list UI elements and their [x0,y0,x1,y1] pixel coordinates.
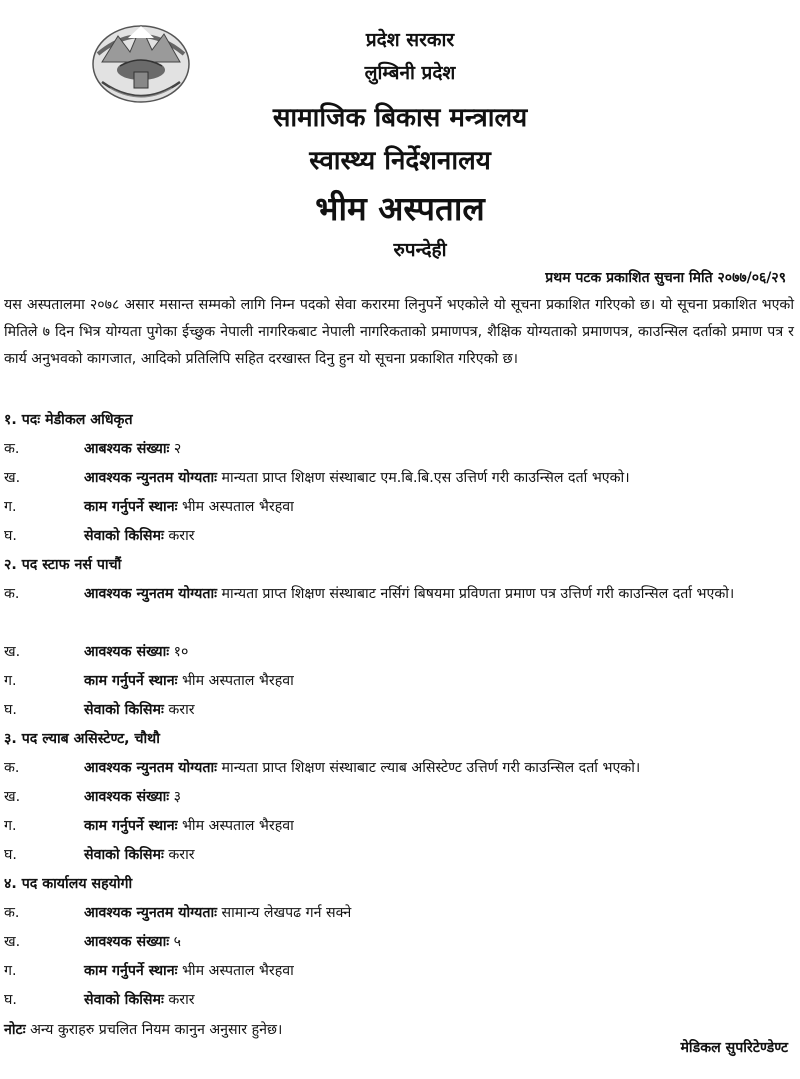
item-label: आबश्यक संख्याः [84,441,170,457]
item-label: काम गर्नुपर्ने स्थानः [84,818,178,834]
item-label: सेवाको किसिमः [84,847,164,863]
note-text: अन्य कुराहरु प्रचलित नियम कानुन अनुसार हुनेछ। [25,1022,283,1038]
item-label: काम गर्नुपर्ने स्थानः [84,963,178,979]
note [4,1015,796,1045]
item-value: भीम अस्पताल भैरहवा [177,963,294,979]
item-label: आवश्यक न्युनतम योग्यताः [84,760,218,776]
item-value: करार [163,847,195,863]
item-value: करार [163,992,195,1008]
item-marker: ख. [4,470,21,486]
item-marker: ग. [4,818,17,834]
publication-date: प्रथम पटक प्रकाशित सुचना मिति २०७७/०६/२९ [545,270,786,286]
item-marker: घ. [4,992,17,1008]
item-label: आवश्यक संख्याः [84,789,170,805]
government-label: प्रदेश सरकार [365,29,455,51]
item-value: ५ [169,934,182,950]
item-label: आवश्यक न्युनतम योग्यताः [84,586,218,602]
item-marker: क. [4,441,20,457]
item-label: काम गर्नुपर्ने स्थानः [84,499,178,515]
post-item [4,638,796,667]
item-value: मान्यता प्राप्त शिक्षण संस्थाबाट एम.बि.बि.एस उत्तिर्ण गरी काउन्सिल दर्ता भएको। [217,470,630,486]
district-label: रुपन्देही [393,239,447,261]
item-value: भीम अस्पताल भैरहवा [177,673,294,689]
post-item [4,522,796,551]
post-item [4,812,796,841]
province-label: लुम्बिनी प्रदेश [364,62,456,84]
intro-paragraph: यस अस्पतालमा २०७८ असार मसान्त सम्मको लागि निम्न पदको सेवा करारमा लिनुपर्ने भएकोले यो सूचना प्रकाशित गरिएको छ। यो सूचना प्रकाशित भएको मितिले ७ दिन भित्र योग्यता पुगेका ईच्छुक नेपाली नागरिकबाट नेपाली नागरिकताको प्रमाणपत्र, शैक्षिक योग्यताको प्रमाणपत्र, काउन्सिल दर्ताको प्रमाण पत्र र कार्य अनुभवको कागजात, आदिको प्रतिलिपि सहित दरखास्त दिनु हुन यो सूचना प्रकाशित गरिएको छ। [4,297,794,367]
item-value: भीम अस्पताल भैरहवा [177,818,294,834]
signature: मेडिकल सुपरिटेण्डेण्ट [680,1040,788,1056]
item-value: १० [169,644,189,660]
item-marker: ख. [4,934,21,950]
item-value: ३ [169,789,182,805]
item-marker: ख. [4,644,21,660]
item-marker: ग. [4,499,17,515]
item-label: आवश्यक संख्याः [84,644,170,660]
item-value: सामान्य लेखपढ गर्न सक्ने [217,905,352,921]
item-marker: घ. [4,847,17,863]
post-item [4,754,796,783]
item-value: मान्यता प्राप्त शिक्षण संस्थाबाट नर्सिगं बिषयमा प्रविणता प्रमाण पत्र उत्तिर्ण गरी काउन्सिल दर्ता भएको। [217,586,735,602]
item-label: सेवाको किसिमः [84,528,164,544]
item-marker: ख. [4,789,21,805]
item-marker: क. [4,905,20,921]
post-item [4,464,796,493]
item-marker: ग. [4,673,17,689]
post-item [4,493,796,522]
item-value: २ [169,441,182,457]
hospital-title: भीम अस्पताल [315,189,485,228]
post-title: ३. पद ल्याब असिस्टेण्ट, चौथौ [4,731,160,747]
posts-list [4,406,796,1045]
post-item [4,580,796,638]
item-label: आवश्यक न्युनतम योग्यताः [84,470,218,486]
post-item [4,899,796,928]
item-value: करार [163,702,195,718]
post-title: २. पद स्टाफ नर्स पाचौं [4,557,122,573]
item-label: काम गर्नुपर्ने स्थानः [84,673,178,689]
post-item [4,841,796,870]
item-value: करार [163,528,195,544]
item-label: आवश्यक संख्याः [84,934,170,950]
item-label: सेवाको किसिमः [84,702,164,718]
post-item [4,986,796,1015]
directorate-title: स्वास्थ्य निर्देशनालय [309,146,491,176]
item-label: आवश्यक न्युनतम योग्यताः [84,905,218,921]
item-marker: क. [4,586,20,602]
ministry-title: सामाजिक बिकास मन्त्रालय [272,103,528,133]
item-marker: घ. [4,702,17,718]
note-label: नोटः [4,1022,26,1038]
post-item [4,667,796,696]
item-marker: क. [4,760,20,776]
item-value: भीम अस्पताल भैरहवा [177,499,294,515]
post-item [4,783,796,812]
item-marker: घ. [4,528,17,544]
post-item [4,696,796,725]
item-label: सेवाको किसिमः [84,992,164,1008]
item-value: मान्यता प्राप्त शिक्षण संस्थाबाट ल्याब असिस्टेण्ट उत्तिर्ण गरी काउन्सिल दर्ता भएको। [217,760,641,776]
post-item [4,957,796,986]
post-item [4,928,796,957]
post-title: ४. पद कार्यालय सहयोगी [4,876,133,892]
item-marker: ग. [4,963,17,979]
post-title: १. पदः मेडीकल अधिकृत [4,412,133,428]
post-item [4,435,796,464]
